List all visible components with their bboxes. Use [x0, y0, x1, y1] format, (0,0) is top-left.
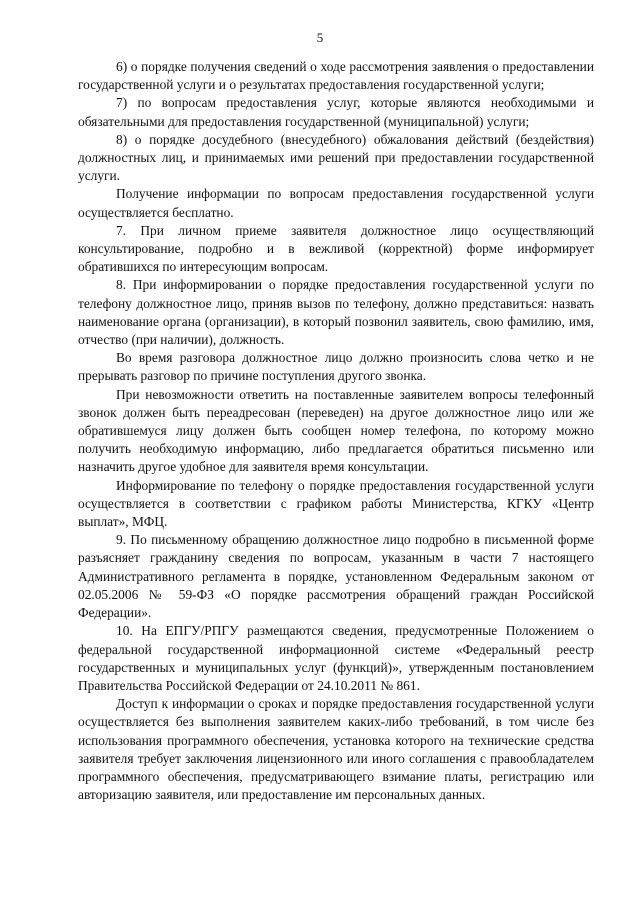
- paragraph: 9. По письменному обращению должностное лицо подробно в письменной форме разъясняет гражданину сведения по вопросам, указанным в части 7 настоящего Административного регламента в порядке, установленном Федеральным законом от 02.05.2006 № 59-ФЗ «О порядке рассмотрения обращений граждан Российской Федерации».: [78, 532, 594, 621]
- paragraph: Во время разговора должностное лицо должно произносить слова четко и не прерывать разговор по причине поступления другого звонка.: [78, 350, 594, 384]
- paragraph: 7) по вопросам предоставления услуг, которые являются необходимыми и обязательными для предоставления государственной (муниципальной) услуги;: [78, 95, 594, 129]
- paragraph: Информирование по телефону о порядке предоставления государственной услуги осуществляется в соответствии с графиком работы Министерства, КГКУ «Центр выплат», МФЦ.: [78, 477, 594, 530]
- paragraph: Доступ к информации о сроках и порядке предоставления государственной услуги осуществляется без выполнения заявителем каких-либо требований, в том числе без использования программного обеспечения, установка которого на технические средства заявителя требует заключения лицензионного или иного соглашения с правообладателем программного обеспечения, предусматривающего взимание платы, регистрацию или авторизацию заявителя, или предоставление им персональных данных.: [78, 696, 594, 803]
- paragraph: При невозможности ответить на поставленные заявителем вопросы телефонный звонок должен быть переадресован (переведен) на другое должностное лицо или же обратившемуся лицу должен быть сообщен номер телефона, по которому можно получить необходимую информацию, либо предлагается обратиться письменно или назначить другое удобное для заявителя время консультации.: [78, 386, 594, 475]
- page-number: 5: [316, 30, 324, 45]
- paragraph: 8) о порядке досудебного (внесудебного) обжалования действий (бездействия) должностных лиц, и принимаемых ими решений при предоставлении государственной услуги.: [78, 131, 594, 184]
- paragraph: Получение информации по вопросам предоставления государственной услуги осуществляется бесплатно.: [78, 186, 594, 220]
- paragraph: 10. На ЕПГУ/РПГУ размещаются сведения, предусмотренные Положением о федеральной государственной информационной системе «Федеральный реестр государственных и муниципальных услуг (функций)», утвержденным постановлением Правительства Российской Федерации от 24.10.2011 № 861.: [78, 623, 594, 693]
- paragraph: 6) о порядке получения сведений о ходе рассмотрения заявления о предоставлении государственной услуги и о результатах предоставления государственной услуги;: [78, 59, 594, 93]
- document-body: [78, 58, 594, 804]
- paragraph: 7. При личном приеме заявителя должностное лицо осуществляющий консультирование, подробно и в вежливой (корректной) форме информирует обратившихся по интересующим вопросам.: [78, 222, 594, 275]
- paragraph: 8. При информировании о порядке предоставления государственной услуги по телефону должностное лицо, приняв вызов по телефону, должно представиться: назвать наименование органа (организации), в который позвонил заявитель, свою фамилию, имя, отчество (при наличии), должность.: [78, 277, 594, 348]
